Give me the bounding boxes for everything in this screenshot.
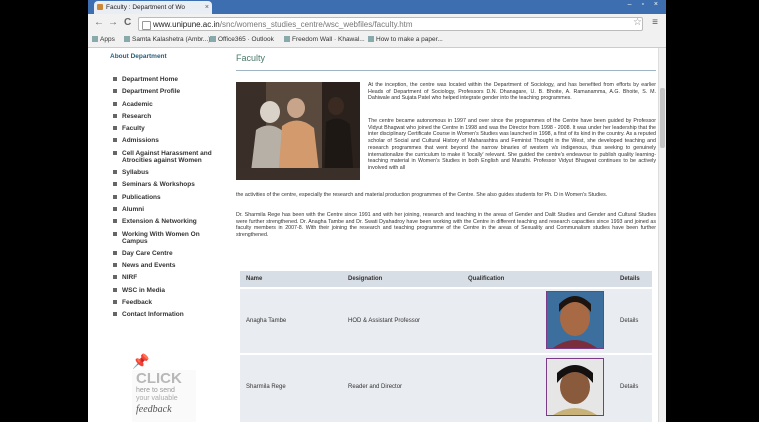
faculty-name: Sharmila Rege xyxy=(246,384,286,390)
bullet-icon xyxy=(113,195,117,199)
sidebar-item-day-care[interactable]: Day Care Centre xyxy=(112,250,222,257)
sidebar-item-contact[interactable]: Contact Information xyxy=(112,311,222,318)
sidebar-item-nirf[interactable]: NIRF xyxy=(112,274,222,281)
faculty-designation: HOD & Assistant Professor xyxy=(348,318,421,324)
bullet-icon xyxy=(113,312,117,316)
faculty-name: Anagha Tambe xyxy=(246,318,287,324)
apps-icon xyxy=(92,36,98,42)
bullet-icon xyxy=(113,89,117,93)
feedback-widget[interactable] xyxy=(132,370,196,422)
sidebar-item-news[interactable]: News and Events xyxy=(112,262,222,269)
bookmarks-bar xyxy=(88,34,666,48)
bullet-icon xyxy=(113,138,117,142)
bullet-icon xyxy=(113,126,117,130)
sidebar-item-department-profile[interactable]: Department Profile xyxy=(112,88,222,95)
bookmark-item[interactable]: Freedom Wall · Khawal... xyxy=(284,36,365,43)
faculty-paragraph-2-continued: the activities of the centre, especially the research and material production programmes of the Centre. She also guides students for Ph. D in Women's Studies. xyxy=(236,192,608,198)
page-title: Faculty xyxy=(236,53,266,63)
pushpin-icon: 📌 xyxy=(132,353,150,369)
sidebar-item-academic[interactable]: Academic xyxy=(112,101,222,108)
sidebar-item-working-with-women[interactable]: Working With Women On Campus xyxy=(112,231,222,245)
sidebar-nav xyxy=(112,76,222,324)
bookmark-icon xyxy=(284,36,290,42)
group-photo-image xyxy=(236,82,360,180)
browser-tab[interactable] xyxy=(94,1,212,14)
sidebar-item-harassment-cell[interactable]: Cell Against Harassment and Atrocities against Women xyxy=(112,150,222,164)
faculty-designation: Reader and Director xyxy=(348,384,403,390)
feedback-line: here to send xyxy=(136,387,175,394)
column-header-details: Details xyxy=(620,276,640,282)
feedback-click-text: CLICK xyxy=(136,370,182,387)
column-header-qualification: Qualification xyxy=(468,276,505,282)
details-link[interactable]: Details xyxy=(620,384,639,390)
bookmark-item[interactable]: Office365 · Outlook xyxy=(210,36,274,43)
favicon-icon xyxy=(97,4,103,10)
sidebar-item-wsc-in-media[interactable]: WSC in Media xyxy=(112,287,222,294)
browser-toolbar xyxy=(88,14,666,34)
sidebar-item-faculty[interactable]: Faculty xyxy=(112,125,222,132)
table-row xyxy=(240,355,652,422)
title-divider xyxy=(236,70,656,71)
bookmark-icon xyxy=(210,36,216,42)
bullet-icon xyxy=(113,102,117,106)
table-row xyxy=(240,289,652,353)
faculty-photo-image xyxy=(547,359,603,415)
bullet-icon xyxy=(113,275,117,279)
details-link[interactable]: Details xyxy=(620,318,639,324)
bullet-icon xyxy=(113,232,117,236)
url-domain: www.unipune.ac.in xyxy=(153,20,220,29)
menu-icon[interactable]: ≡ xyxy=(652,17,658,28)
bullet-icon xyxy=(113,288,117,292)
group-photo xyxy=(236,82,360,180)
sidebar-item-alumni[interactable]: Alumni xyxy=(112,206,222,213)
sidebar-item-extension[interactable]: Extension & Networking xyxy=(112,218,222,225)
table-header xyxy=(240,271,652,287)
tab-title: Faculty : Department of Wo xyxy=(106,4,185,11)
bullet-icon xyxy=(113,300,117,304)
bookmark-item[interactable]: How to make a paper... xyxy=(368,36,443,43)
sidebar-item-admissions[interactable]: Admissions xyxy=(112,137,222,144)
faculty-table xyxy=(240,271,652,422)
column-header-designation: Designation xyxy=(348,276,383,282)
bullet-icon xyxy=(113,151,117,155)
bullet-icon xyxy=(113,182,117,186)
sidebar-item-feedback[interactable]: Feedback xyxy=(112,299,222,306)
feedback-line: your valuable xyxy=(136,395,178,402)
bullet-icon xyxy=(113,114,117,118)
bookmark-icon xyxy=(368,36,374,42)
tab-close-icon[interactable]: × xyxy=(204,4,209,11)
faculty-paragraph-3: Dr. Sharmila Rege has been with the Centre since 1991 and with her joining, research and teaching in the areas of Gender and Dalit Studies and Gender and Cultural Studies were further strengthened. Dr. Anagha Tambe and Dr. Swati Dyahadroy have been working with the Centre in different teaching and research capacities since 1993 and joined as faculty members in 2007-8. With their joining the research and teaching programme of the Centre in the areas of Sexuality and Communalism studies have been further strengthened. xyxy=(236,212,656,239)
bullet-icon xyxy=(113,170,117,174)
bullet-icon xyxy=(113,77,117,81)
address-bar[interactable] xyxy=(138,17,643,31)
vertical-scrollbar[interactable] xyxy=(658,48,666,422)
reload-icon[interactable]: C xyxy=(124,17,132,28)
bullet-icon xyxy=(113,251,117,255)
forward-arrow-icon[interactable]: → xyxy=(108,17,118,28)
tab-bar xyxy=(88,0,666,14)
sidebar-item-publications[interactable]: Publications xyxy=(112,194,222,201)
bookmark-icon xyxy=(124,36,130,42)
column-header-name: Name xyxy=(246,276,263,282)
window-controls-icon[interactable]: – ▫ × xyxy=(627,1,662,8)
sidebar-heading[interactable]: About Department xyxy=(110,53,167,60)
bullet-icon xyxy=(113,207,117,211)
url-path: /snc/womens_studies_centre/wsc_webfiles/faculty.htm xyxy=(219,20,413,29)
page-info-icon[interactable] xyxy=(142,21,151,30)
faculty-paragraph-1: At the inception, the centre was located within the Department of Sociology, and has benefited from efforts by earlier Heads of Department of Sociology, Professors D.N. Dhanagare, U. B. Bhoite, A. Ramanamma, A.G. Bhoite, S. M. Dahiwale and Sujata Patel who helped integrate gender into the teaching programmes. xyxy=(368,82,656,102)
feedback-script-text: feedback xyxy=(136,404,172,415)
bookmark-item[interactable]: Samta Kalashetra (Ambr...) xyxy=(124,36,210,43)
sidebar-item-seminars[interactable]: Seminars & Workshops xyxy=(112,181,222,188)
main-content xyxy=(236,48,658,422)
sidebar xyxy=(88,48,228,422)
faculty-photo xyxy=(546,291,604,349)
faculty-photo xyxy=(546,358,604,416)
browser-window xyxy=(88,0,666,422)
bullet-icon xyxy=(113,219,117,223)
faculty-paragraph-2: The centre became autonomous in 1997 and over since the programmes of the Centre have been guided by Professor Vidyut Bhagwat who joined the Centre in 1998 and was the Director from 1998 - 2008. It was under her leadership that the inter disciplinary Certificate Course in Women's Studies was launched in 1998, a first of its kind in the country. As a reputed scholar of Social and Cultural History of Maharashtra and Feminist Thought in the West, she developed teaching and research programmes that went beyond the narrow binaries of western v/s indigenous, thus seeking to genuinely internationalize the curriculum to make it 'locally' relevant. She guided the centre's endeavour to publish quality learning-teaching material in Women's Studies in both English and Marathi. Professor Vidyut Bhagwat continues to be actively involved with all xyxy=(368,118,656,171)
sidebar-item-department-home[interactable]: Department Home xyxy=(112,76,222,83)
bullet-icon xyxy=(113,263,117,267)
bookmark-item[interactable]: Apps xyxy=(92,36,115,43)
back-arrow-icon[interactable]: ← xyxy=(94,17,104,28)
faculty-photo-image xyxy=(547,292,603,348)
scrollbar-thumb[interactable] xyxy=(660,88,665,148)
bookmark-star-icon[interactable]: ☆ xyxy=(633,17,642,28)
sidebar-item-syllabus[interactable]: Syllabus xyxy=(112,169,222,176)
sidebar-item-research[interactable]: Research xyxy=(112,113,222,120)
